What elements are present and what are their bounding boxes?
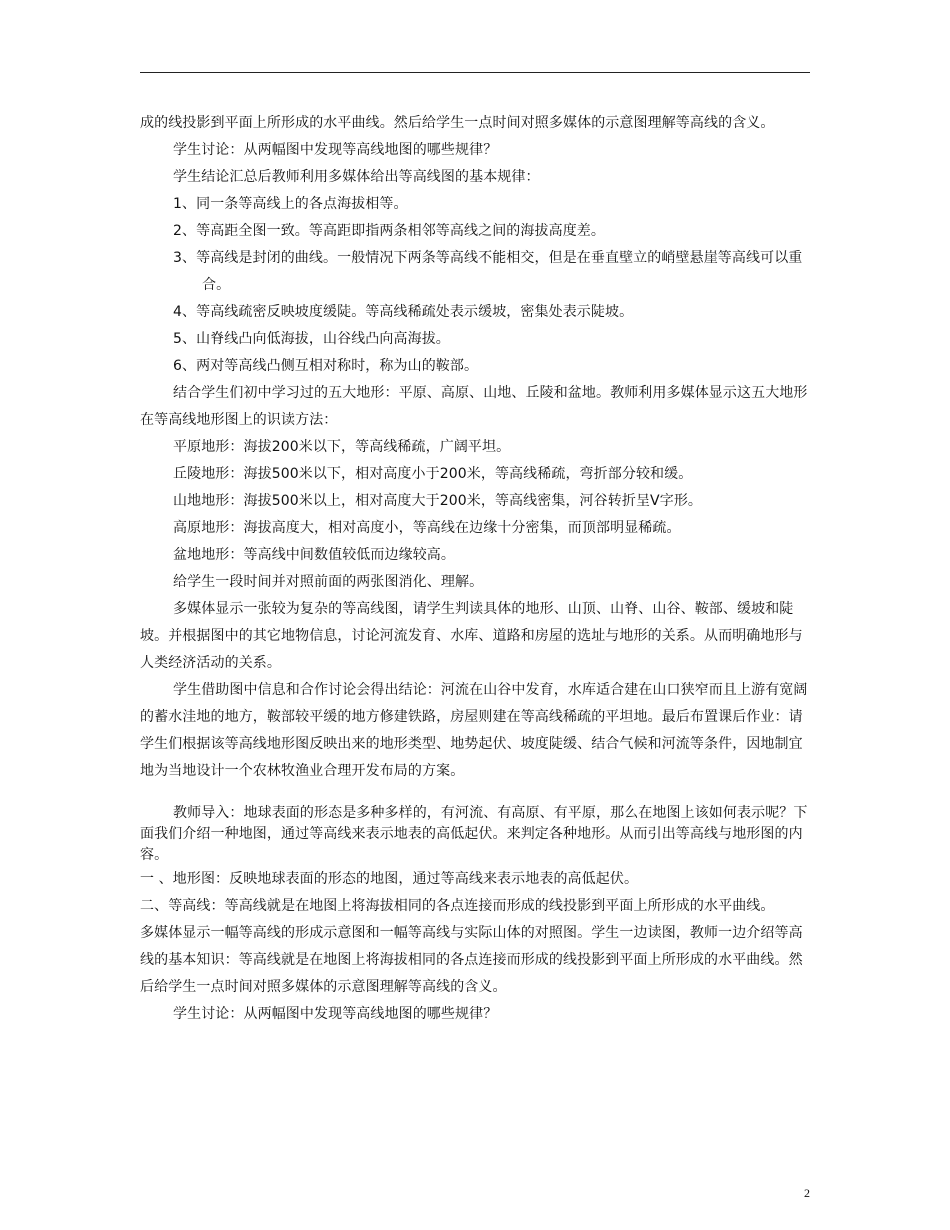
rule-item-1: 1、同一条等高线上的各点海拔相等。 [173,196,408,212]
paragraph: 山地地形：海拔500米以上，相对高度大于200米，等高线密集，河谷转折呈V字形。 [173,493,703,509]
paragraph: 结合学生们初中学习过的五大地形：平原、高原、山地、丘陵和盆地。教师利用多媒体显示这五大地形在等高线地形图上的识读方法： [140,385,808,428]
paragraph: 多媒体显示一幅等高线的形成示意图和一幅等高线与实际山体的对照图。学生一边读图，教师一边介绍等高线的基本知识：等高线就是在地图上将海拔相同的各点连接而形成的线投影到平面上所形成的水平曲线。然后给学生一点时间对照多媒体的示意图理解等高线的含义。 [140,925,803,995]
body-text [140,110,810,1028]
rule-item-5: 5、山脊线凸向低海拔，山谷线凸向高海拔。 [173,331,450,347]
paragraph: 平原地形：海拔200米以下，等高线稀疏，广阔平坦。 [173,439,511,455]
paragraph: 丘陵地形：海拔500米以下，相对高度小于200米，等高线稀疏，弯折部分较和缓。 [173,466,693,482]
rule-item-4: 4、等高线疏密反映坡度缓陡。等高线稀疏处表示缓坡，密集处表示陡坡。 [173,304,634,320]
paragraph: 高原地形：海拔高度大，相对高度小，等高线在边缘十分密集，而顶部明显稀疏。 [173,520,681,536]
rule-item-6: 6、两对等高线凸侧互相对称时，称为山的鞍部。 [173,358,479,374]
header-rule [140,72,810,73]
rule-item-3: 3、等高线是封闭的曲线。一般情况下两条等高线不能相交，但是在垂直壁立的峭壁悬崖等高线可以重合。 [173,250,803,293]
paragraph: 成的线投影到平面上所形成的水平曲线。然后给学生一点时间对照多媒体的示意图理解等高线的含义。 [140,115,775,131]
spacer [140,785,810,803]
page-number: 2 [804,1186,810,1200]
paragraph: 学生讨论：从两幅图中发现等高线地图的哪些规律？ [173,1006,498,1022]
paragraph: 多媒体显示一张较为复杂的等高线图，请学生判读具体的地形、山顶、山脊、山谷、鞍部、缓坡和陡坡。并根据图中的其它地物信息，讨论河流发育、水库、道路和房屋的选址与地形的关系。从而明确地形与人类经济活动的关系。 [140,601,803,671]
paragraph: 一 、地形图：反映地球表面的形态的地图，通过等高线来表示地表的高低起伏。 [140,871,639,887]
rule-item-2: 2、等高距全图一致。等高距即指两条相邻等高线之间的海拔高度差。 [173,223,606,239]
paragraph: 给学生一段时间并对照前面的两张图消化、理解。 [173,574,484,590]
paragraph: 盆地地形：等高线中间数值较低而边缘较高。 [173,547,455,563]
paragraph: 学生借助图中信息和合作讨论会得出结论：河流在山谷中发育，水库适合建在山口狭窄而且上游有宽阔的蓄水洼地的地方，鞍部较平缓的地方修建铁路，房屋则建在等高线稀疏的平坦地。最后布置课后作业：请学生们根据该等高线地形图反映出来的地形类型、地势起伏、坡度陡缓、结合气候和河流等条件，因地制宜地为当地设计一个农林牧渔业合理开发布局的方案。 [140,682,808,779]
paragraph: 学生结论汇总后教师利用多媒体给出等高线图的基本规律： [173,169,540,185]
intro-block [140,803,810,866]
paragraph: 二、等高线：等高线就是在地图上将海拔相同的各点连接而形成的线投影到平面上所形成的水平曲线。 [140,898,775,914]
paragraph: 学生讨论：从两幅图中发现等高线地图的哪些规律？ [173,142,498,158]
paragraph: 教师导入：地球表面的形态是多种多样的，有河流、有高原、有平原，那么在地图上该如何表示呢？下面我们介绍一种地图，通过等高线来表示地表的高低起伏。来判定各种地形。从而引出等高线与地形图的内容。 [140,805,808,863]
